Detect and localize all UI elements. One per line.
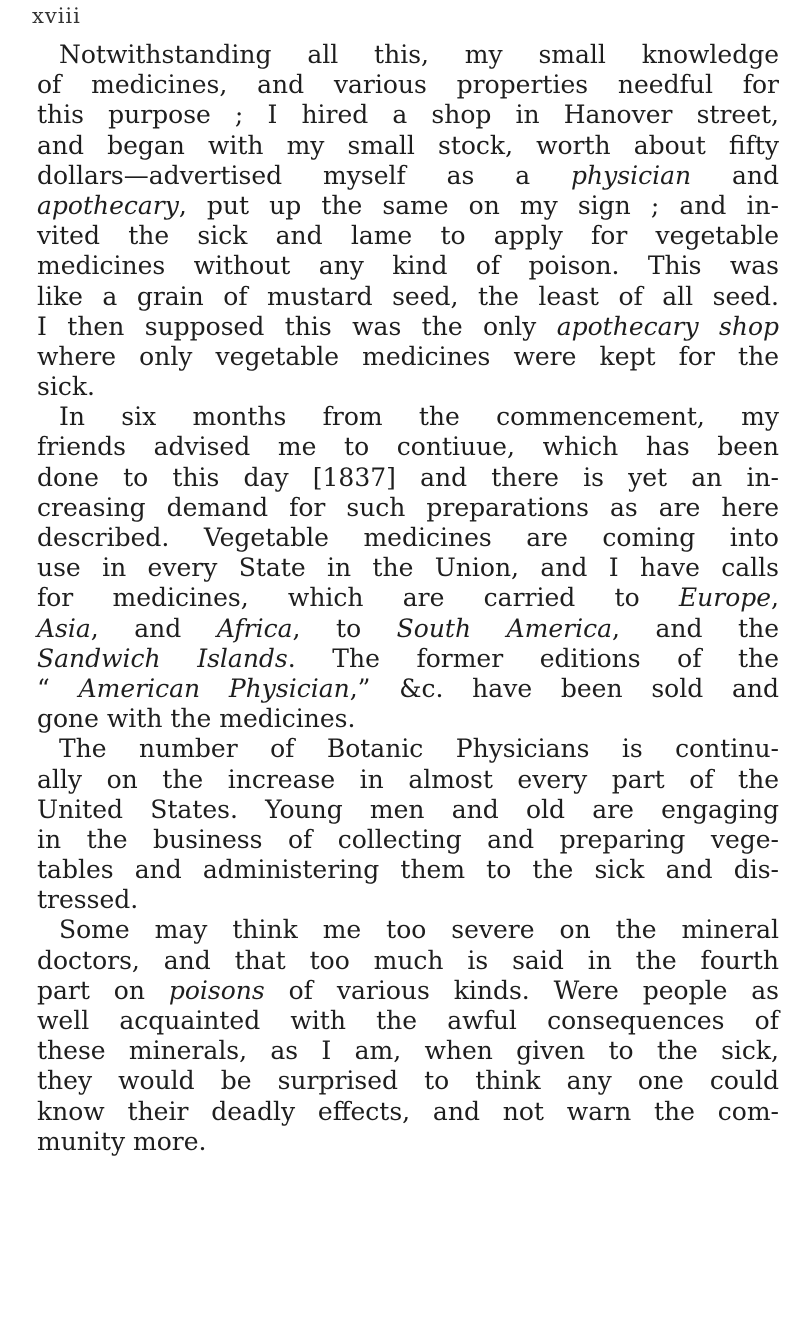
text-run: doctors, and that too much is said in the fourth (37, 945, 779, 975)
italic-text: poisons (168, 975, 265, 1005)
italic-text: Europe (678, 583, 772, 613)
text-run: gone with the medicines. (37, 704, 356, 734)
text-run: creasing demand for such preparations as are here (37, 492, 779, 522)
text-run: vited the sick and lame to apply for vegetable (37, 221, 779, 251)
body-text (37, 40, 779, 1157)
text-line (37, 1066, 779, 1096)
text-run: , and the (612, 613, 779, 643)
text-run: . The former editions of the (287, 643, 779, 673)
text-run: dollars—advertised myself as a (37, 160, 572, 190)
text-line (37, 855, 779, 885)
text-line (37, 583, 779, 613)
text-line (37, 1036, 779, 1066)
text-run: sick. (37, 372, 95, 402)
text-run: ,” &c. have been sold and (349, 673, 779, 703)
text-run: these minerals, as I am, when given to the sick, (37, 1036, 779, 1066)
text-line (37, 523, 779, 553)
italic-text: Sandwich Islands (37, 643, 288, 673)
text-run: munity more. (37, 1126, 207, 1156)
text-line (37, 463, 779, 493)
text-run: Some may think me too severe on the mineral (59, 915, 779, 945)
text-line (37, 70, 779, 100)
text-line (37, 734, 779, 764)
text-line (37, 825, 779, 855)
text-line (37, 1127, 779, 1157)
text-run: “ (37, 673, 79, 703)
text-run: they would be surprised to think any one could (37, 1066, 779, 1096)
text-line (37, 704, 779, 734)
text-run: and began with my small stock, worth about fifty (37, 130, 779, 160)
text-run: United States. Young men and old are engaging (37, 794, 779, 824)
text-line (37, 221, 779, 251)
italic-text: apothecary (37, 190, 179, 220)
text-run: in the business of collecting and preparing vege- (37, 824, 779, 854)
text-line (37, 432, 779, 462)
text-line (37, 40, 779, 70)
text-run: part on (37, 975, 169, 1005)
text-line (37, 251, 779, 281)
text-line (37, 1006, 779, 1036)
text-line (37, 644, 779, 674)
text-run: and (691, 160, 779, 190)
text-run: done to this day [1837] and there is yet an in- (37, 462, 779, 492)
text-line (37, 493, 779, 523)
text-run: Notwithstanding all this, my small knowledge (59, 40, 779, 69)
text-line (37, 976, 779, 1006)
italic-text: physician (571, 160, 692, 190)
text-line (37, 885, 779, 915)
text-run: The number of Botanic Physicians is continu- (59, 734, 779, 764)
text-line (37, 553, 779, 583)
text-run: use in every State in the Union, and I have calls (37, 553, 779, 583)
text-run: tressed. (37, 885, 139, 915)
italic-text: South America (396, 613, 613, 643)
text-run: for medicines, which are carried to (37, 583, 679, 613)
text-run: , (771, 583, 779, 613)
text-run: medicines without any kind of poison. This was (37, 251, 779, 281)
text-run: , to (292, 613, 397, 643)
text-line (37, 614, 779, 644)
text-line (37, 765, 779, 795)
text-run: of medicines, and various properties needful for (37, 70, 779, 100)
page-number: xviii (32, 4, 81, 28)
text-run: tables and administering them to the sick and dis- (37, 855, 779, 885)
text-run: ally on the increase in almost every part of the (37, 764, 779, 794)
text-run: described. Vegetable medicines are coming into (37, 523, 779, 552)
italic-text: Africa (216, 613, 293, 643)
text-line (37, 915, 779, 945)
text-line (37, 1097, 779, 1127)
text-line (37, 131, 779, 161)
italic-text: apothecary shop (556, 311, 779, 341)
text-line (37, 674, 779, 704)
text-line (37, 342, 779, 372)
italic-text: Asia (37, 613, 91, 643)
text-line (37, 282, 779, 312)
text-run: , and (90, 613, 217, 643)
text-line (37, 191, 779, 221)
text-run: , put up the same on my sign ; and in- (178, 190, 779, 220)
text-line (37, 312, 779, 342)
text-run: well acquainted with the awful consequences of (37, 1006, 779, 1035)
text-run: where only vegetable medicines were kept for the (37, 341, 779, 371)
text-line (37, 795, 779, 825)
text-line (37, 100, 779, 130)
text-run: this purpose ; I hired a shop in Hanover street, (37, 100, 779, 130)
text-line (37, 402, 779, 432)
text-line (37, 161, 779, 191)
text-run: I then supposed this was the only (37, 311, 557, 341)
text-run: of various kinds. Were people as (264, 975, 779, 1005)
text-line (37, 372, 779, 402)
italic-text: American Physician (78, 673, 350, 703)
text-line (37, 946, 779, 976)
text-run: like a grain of mustard seed, the least of all seed. (37, 281, 779, 311)
text-run: In six months from the commencement, my (59, 402, 779, 432)
text-run: friends advised me to contiuue, which has been (37, 432, 779, 462)
text-run: know their deadly effects, and not warn the com- (37, 1096, 779, 1126)
